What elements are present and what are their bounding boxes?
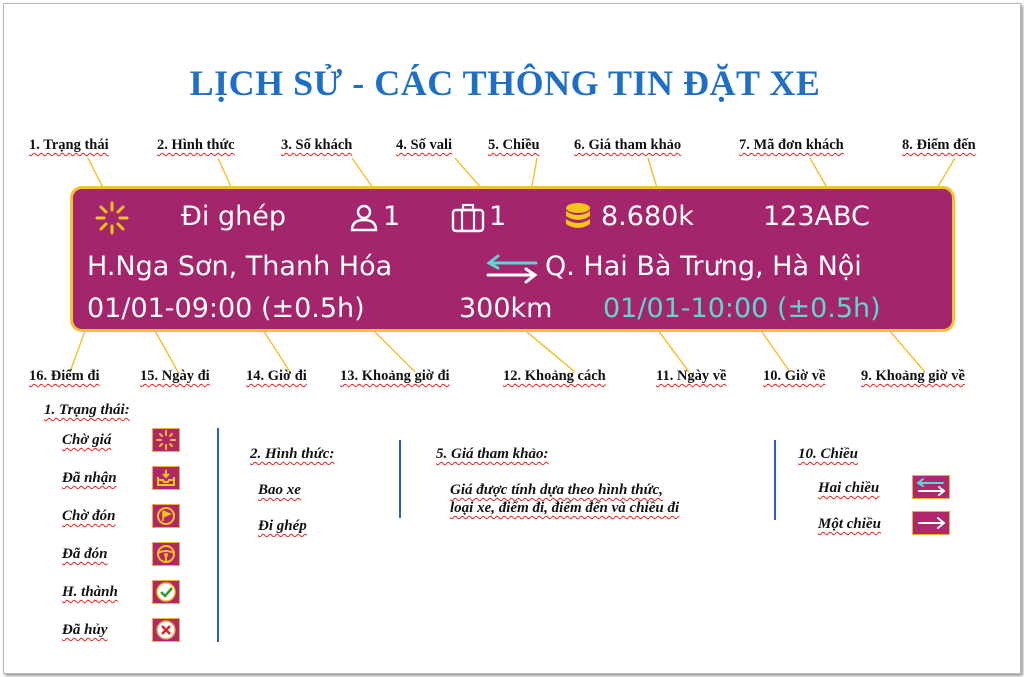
coins-icon (563, 201, 593, 233)
legend-divider (399, 440, 401, 518)
label-depart-date: 15. Ngày đi (140, 368, 210, 384)
legend-status-item: Chờ giá (62, 432, 112, 448)
legend-price-heading: 5. Giá tham khảo: (436, 446, 549, 462)
label-type: 2. Hình thức (157, 137, 235, 153)
label-origin: 16. Điểm đi (29, 368, 100, 384)
check-icon (152, 580, 180, 604)
flag-circle-icon (152, 504, 180, 528)
two-way-arrow-icon (484, 254, 540, 284)
legend-status-item: H. thành (62, 584, 118, 600)
luggage-count: 1 (489, 201, 507, 232)
sun-burst-icon (152, 428, 180, 452)
legend-price-description: loại xe, điểm đi, điểm đến và chiều đi (450, 500, 680, 516)
page-title: LỊCH SỬ - CÁC THÔNG TIN ĐẶT XE (189, 63, 821, 103)
booking-card[interactable] (70, 186, 955, 332)
price-value: 8.680k (601, 201, 694, 232)
legend-direction-item: Một chiều (818, 516, 881, 532)
steering-wheel-icon (152, 542, 180, 566)
booking-type: Đi ghép (181, 201, 287, 232)
label-return-window: 9. Khoảng giờ về (861, 368, 965, 384)
legend-status-item: Chờ đón (62, 508, 116, 524)
legend-status-item: Đã hủy (62, 622, 108, 638)
label-order-code: 7. Mã đơn khách (739, 137, 844, 153)
label-passengers: 3. Số khách (281, 137, 353, 153)
label-return-time: 10. Giờ về (763, 368, 826, 384)
inbox-download-icon (152, 466, 180, 490)
passenger-count: 1 (383, 201, 401, 232)
sun-burst-icon (95, 201, 129, 235)
depart-time: 01/01-09:00 (±0.5h) (87, 293, 365, 324)
label-distance: 12. Khoảng cách (503, 368, 606, 384)
legend-divider (217, 428, 219, 642)
legend-type-item: Đi ghép (258, 518, 307, 534)
two-way-arrow-icon (912, 475, 950, 499)
label-status: 1. Trạng thái (29, 137, 109, 153)
legend-divider (774, 440, 776, 520)
label-direction: 5. Chiều (488, 137, 540, 153)
cancel-x-icon (152, 618, 180, 642)
origin-location: H.Nga Sơn, Thanh Hóa (87, 251, 393, 282)
legend-type-heading: 2. Hình thức: (250, 446, 335, 462)
label-price: 6. Giá tham khảo (574, 137, 682, 153)
return-time: 01/01-10:00 (±0.5h) (603, 293, 881, 324)
label-depart-time: 14. Giờ đi (246, 368, 307, 384)
legend-direction-item: Hai chiều (818, 480, 880, 496)
label-depart-window: 13. Khoảng giờ đi (340, 368, 450, 384)
legend-status-heading: 1. Trạng thái: (44, 402, 130, 418)
label-luggage: 4. Số vali (396, 137, 452, 153)
suitcase-icon (451, 203, 485, 233)
label-return-date: 11. Ngày về (656, 368, 727, 384)
one-way-arrow-icon (912, 511, 950, 535)
legend-price-description: Giá được tính dựa theo hình thức, (450, 482, 663, 498)
order-code: 123ABC (763, 201, 870, 232)
distance: 300km (459, 293, 553, 324)
legend-status-item: Đã đón (62, 546, 108, 562)
legend-direction-heading: 10. Chiều (798, 446, 859, 462)
person-icon (349, 203, 379, 233)
label-destination: 8. Điểm đến (902, 137, 976, 153)
legend-status-item: Đã nhận (62, 470, 117, 486)
destination-location: Q. Hai Bà Trưng, Hà Nội (545, 251, 862, 282)
legend-type-item: Bao xe (258, 482, 301, 498)
